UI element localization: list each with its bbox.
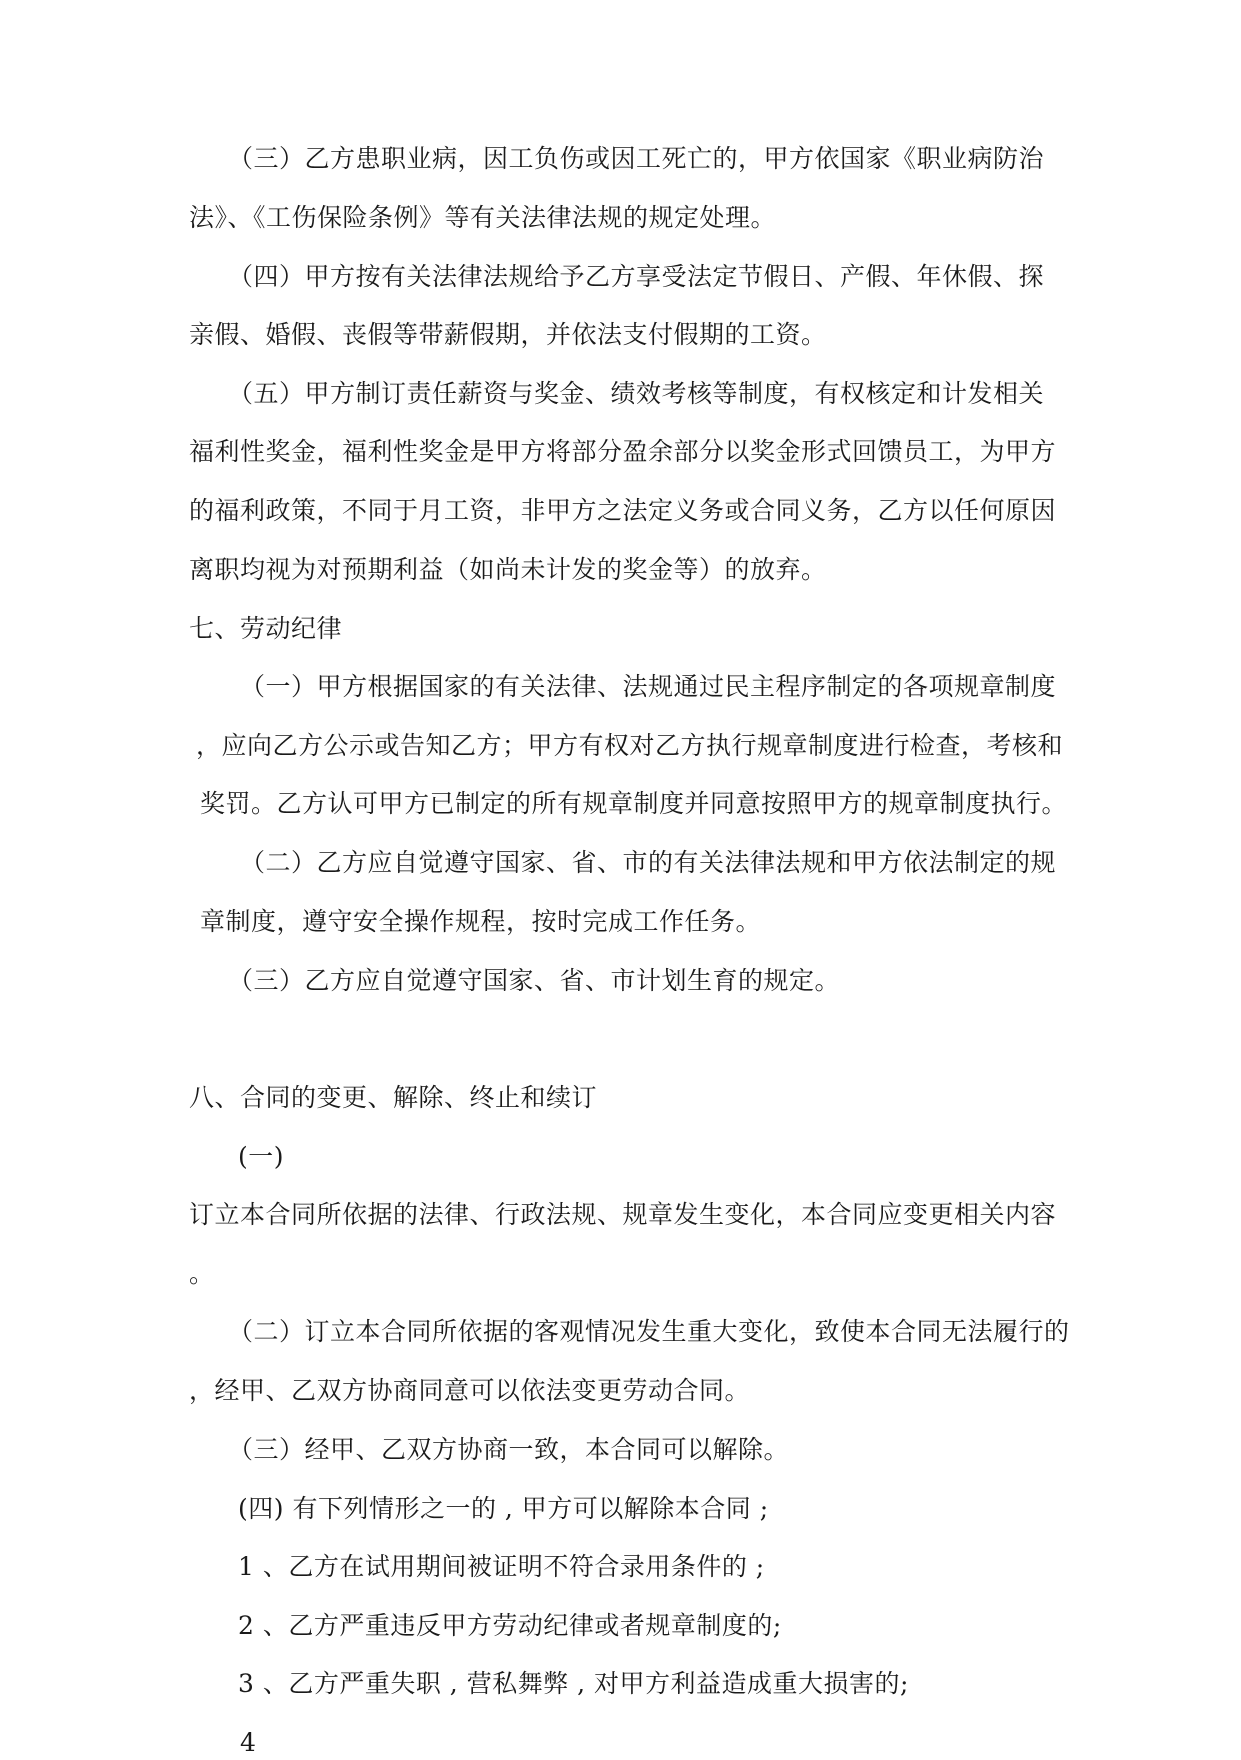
text-line: （二）订立本合同所依据的客观情况发生重大变化，致使本合同无法履行的 [228, 1317, 1070, 1346]
text-line: 3 、乙方严重失职 , 营私舞弊 , 对甲方利益造成重大损害的; [238, 1669, 909, 1698]
text-line: 法》、《工伤保险条例》等有关法律法规的规定处理。 [189, 203, 777, 232]
text-line: ，应向乙方公示或告知乙方；甲方有权对乙方执行规章制度进行检查，考核和 [196, 731, 1064, 760]
text-line: （三）经甲、乙双方协商一致，本合同可以解除。 [228, 1435, 790, 1464]
text-line: 离职均视为对预期利益（如尚未计发的奖金等）的放弃。 [189, 555, 827, 584]
text-line: 2 、乙方严重违反甲方劳动纪律或者规章制度的; [238, 1611, 782, 1640]
text-line: 的福利政策，不同于月工资，非甲方之法定义务或合同义务，乙方以任何原因 [189, 496, 1057, 525]
text-line: 订立本合同所依据的法律、行政法规、规章发生变化，本合同应变更相关内容 [189, 1200, 1057, 1229]
text-line: （三）乙方应自觉遵守国家、省、市计划生育的规定。 [228, 966, 841, 995]
text-line: 4 [240, 1728, 257, 1757]
text-line: ，经甲、乙双方协商同意可以依法变更劳动合同。 [189, 1376, 751, 1405]
text-line: (一) [238, 1142, 285, 1171]
text-line: （四）甲方按有关法律法规给予乙方享受法定节假日、产假、年休假、探 [228, 262, 1045, 291]
text-line: 章制度，遵守安全操作规程，按时完成工作任务。 [200, 907, 762, 936]
text-line: （一）甲方根据国家的有关法律、法规通过民主程序制定的各项规章制度 [240, 672, 1057, 701]
text-line: （二）乙方应自觉遵守国家、省、市的有关法律法规和甲方依法制定的规 [240, 848, 1057, 877]
text-line: （五）甲方制订责任薪资与奖金、绩效考核等制度，有权核定和计发相关 [228, 379, 1045, 408]
text-line: 1 、乙方在试用期间被证明不符合录用条件的 ; [238, 1552, 765, 1581]
text-line: 奖罚。乙方认可甲方已制定的所有规章制度并同意按照甲方的规章制度执行。 [200, 789, 1068, 818]
text-line: 福利性奖金，福利性奖金是甲方将部分盈余部分以奖金形式回馈员工，为甲方 [189, 437, 1057, 466]
text-line: 亲假、婚假、丧假等带薪假期，并依法支付假期的工资。 [189, 320, 827, 349]
text-line: （三）乙方患职业病，因工负伤或因工死亡的，甲方依国家《职业病防治 [228, 144, 1045, 173]
text-line: (四) 有下列情形之一的 , 甲方可以解除本合同 ; [238, 1494, 769, 1523]
section-heading: 八、合同的变更、解除、终止和续订 [189, 1083, 598, 1112]
section-heading: 七、劳动纪律 [189, 614, 343, 643]
text-line: 。 [189, 1259, 215, 1288]
